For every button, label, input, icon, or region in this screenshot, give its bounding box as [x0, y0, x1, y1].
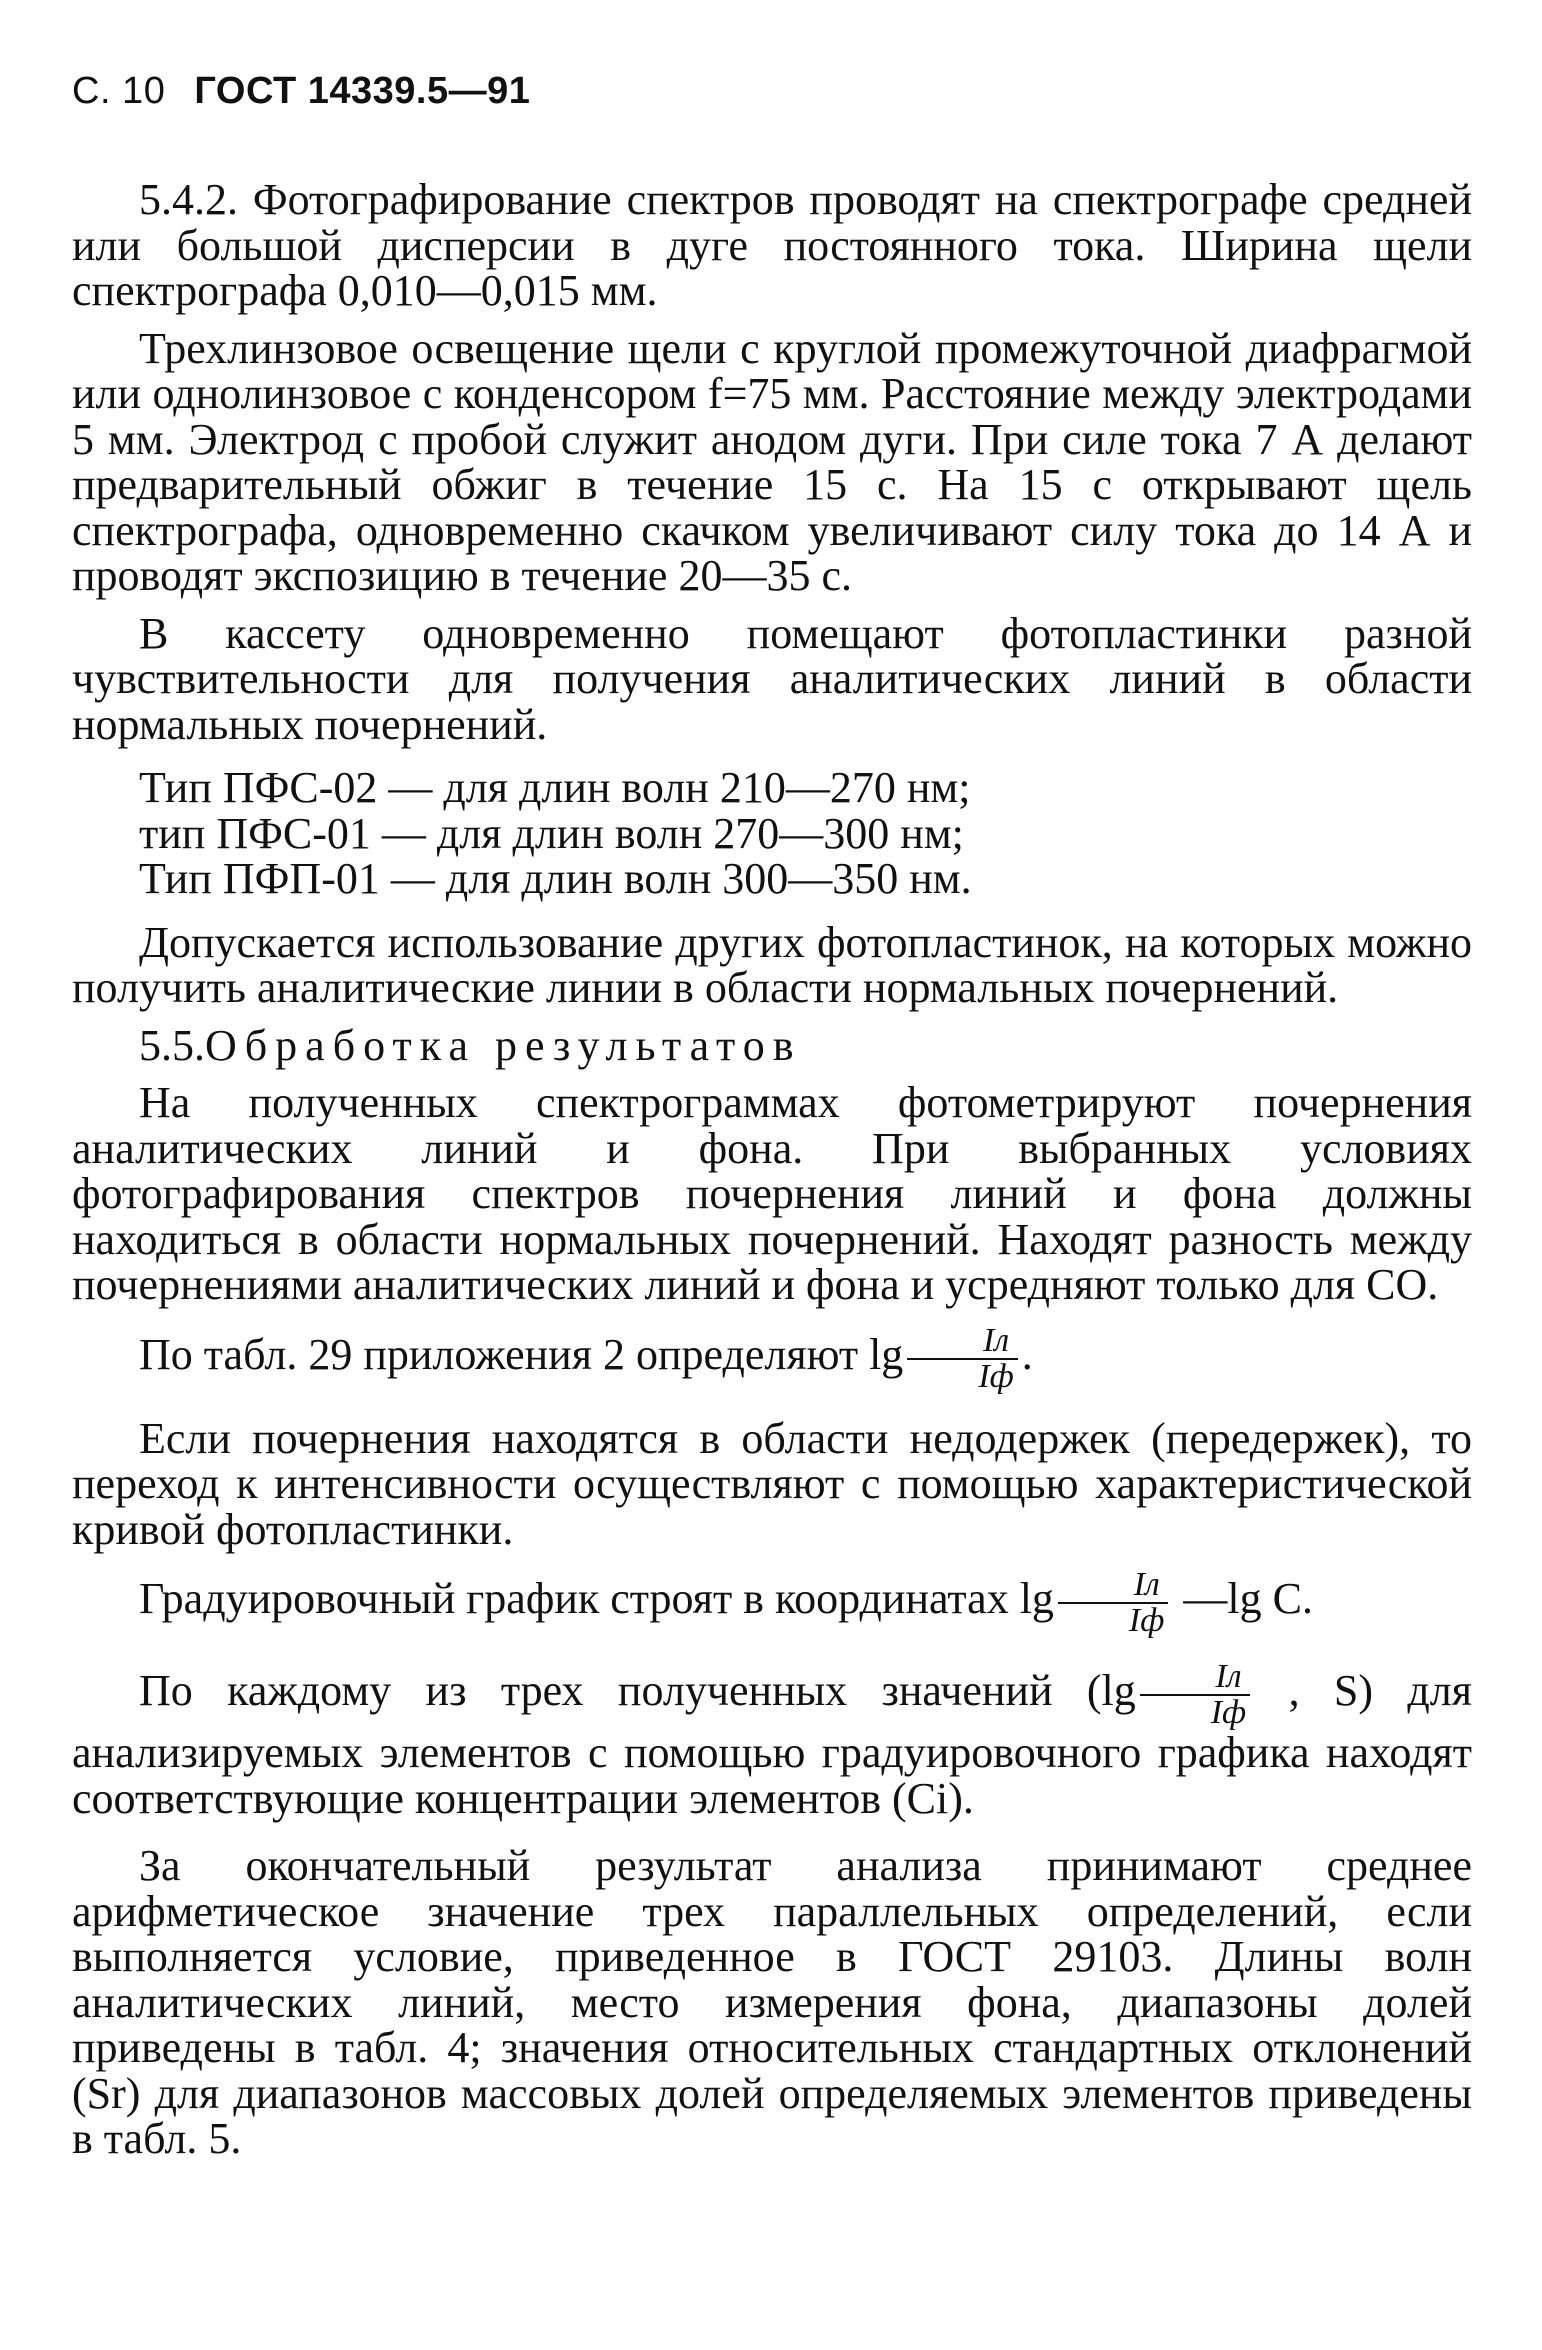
intensity-ratio-fraction [1058, 1568, 1168, 1638]
intensity-ratio-fraction [907, 1321, 1017, 1395]
section-title: Обработка результатов [205, 1020, 802, 1070]
plate-type-list [72, 765, 1472, 902]
paragraph-final-result: За окончательный результат анализа принимают среднее арифметическое значение трех параллельных определений, если выполняется условие, приведенное в ГОСТ 29103. Длины волн аналитических линий, место измерения фона, диапазоны долей приведены в табл. 4; значения относительных стандартных отклонений (Sr) для диапазонов массовых долей определяемых элементов приведены в табл. 5. [72, 1841, 1472, 2163]
formula-text: —lg C. [1172, 1574, 1313, 1624]
list-item: Тип ПФП-01 — для длин волн 300—350 нм. [139, 854, 972, 903]
intensity-ratio-fraction [1140, 1660, 1250, 1730]
paragraph-other-plates: Допускается использование других фотопластинок, на которых можно получить аналитические линии в области нормальных почернений. [72, 917, 1472, 1012]
formula-text: , S) для анализируемых элементов с помощью градуировочного графика находят соответствующие концентрации элементов (Ci). [72, 1666, 1472, 1823]
page-number: С. 10 [72, 70, 166, 112]
section-number: 5.5. [139, 1020, 205, 1070]
paragraph-5-4-2: 5.4.2. Фотографирование спектров проводят на спектрографе средней или большой дисперсии в дуге постоянного тока. Ширина щели спектрографа 0,010—0,015 мм. [72, 175, 1472, 315]
section-heading-5-5 [72, 1020, 1472, 1070]
formula-line-table29 [72, 1321, 1472, 1395]
formula-text: По табл. 29 приложения 2 определяют lg [139, 1329, 904, 1379]
document-body [72, 177, 1472, 2162]
list-item: Тип ПФС-02 — для длин волн 210—270 нм; [139, 763, 971, 812]
fraction-denominator: Iф [1140, 1694, 1250, 1730]
formula-line-calibration [72, 1568, 1472, 1638]
formula-text: . [1021, 1329, 1033, 1379]
page-header [72, 70, 1472, 113]
fraction-numerator: Iл [1215, 1658, 1242, 1695]
formula-line-concentrations [72, 1660, 1472, 1821]
paragraph-exposure: Если почернения находятся в области недодержек (передержек), то переход к интенсивности осуществляют с помощью характеристической кривой фотопластинки. [72, 1413, 1472, 1554]
paragraph-illumination: Трехлинзовое освещение щели с круглой промежуточной диафрагмой или однолинзовое с конденсором f=75 мм. Расстояние между электродами 5 мм. Электрод с пробой служит анодом дуги. При силе тока 7 А делают предварительный обжиг в течение 15 с. На 15 с открывают щель спектрографа, одновременно скачком увеличивают силу тока до 14 А и проводят экспозицию в течение 20—35 с. [72, 323, 1472, 600]
formula-text: Градуировочный график строят в координатах lg [139, 1574, 1054, 1624]
standard-number: ГОСТ 14339.5—91 [194, 70, 531, 112]
list-item: тип ПФС-01 — для длин волн 270—300 нм; [139, 808, 964, 858]
fraction-numerator: Iл [1133, 1566, 1160, 1603]
paragraph-photometry: На полученных спектрограммах фотометрируют почернения аналитических линий и фона. При выбранных условиях фотографирования спектров почернения линий и фона должны находиться в области нормальных почернений. Находят разность между почернениями аналитических линий и фона и усредняют только для СО. [72, 1078, 1472, 1309]
paragraph-cassette: В кассету одновременно помещают фотопластинки разной чувствительности для получения аналитических линий в области нормальных почернений. [72, 608, 1472, 749]
fraction-numerator: Iл [982, 1321, 1010, 1359]
fraction-denominator: Iф [1058, 1602, 1168, 1638]
fraction-denominator: Iф [907, 1358, 1017, 1394]
formula-text: По каждому из трех полученных значений (lg [139, 1666, 1136, 1716]
